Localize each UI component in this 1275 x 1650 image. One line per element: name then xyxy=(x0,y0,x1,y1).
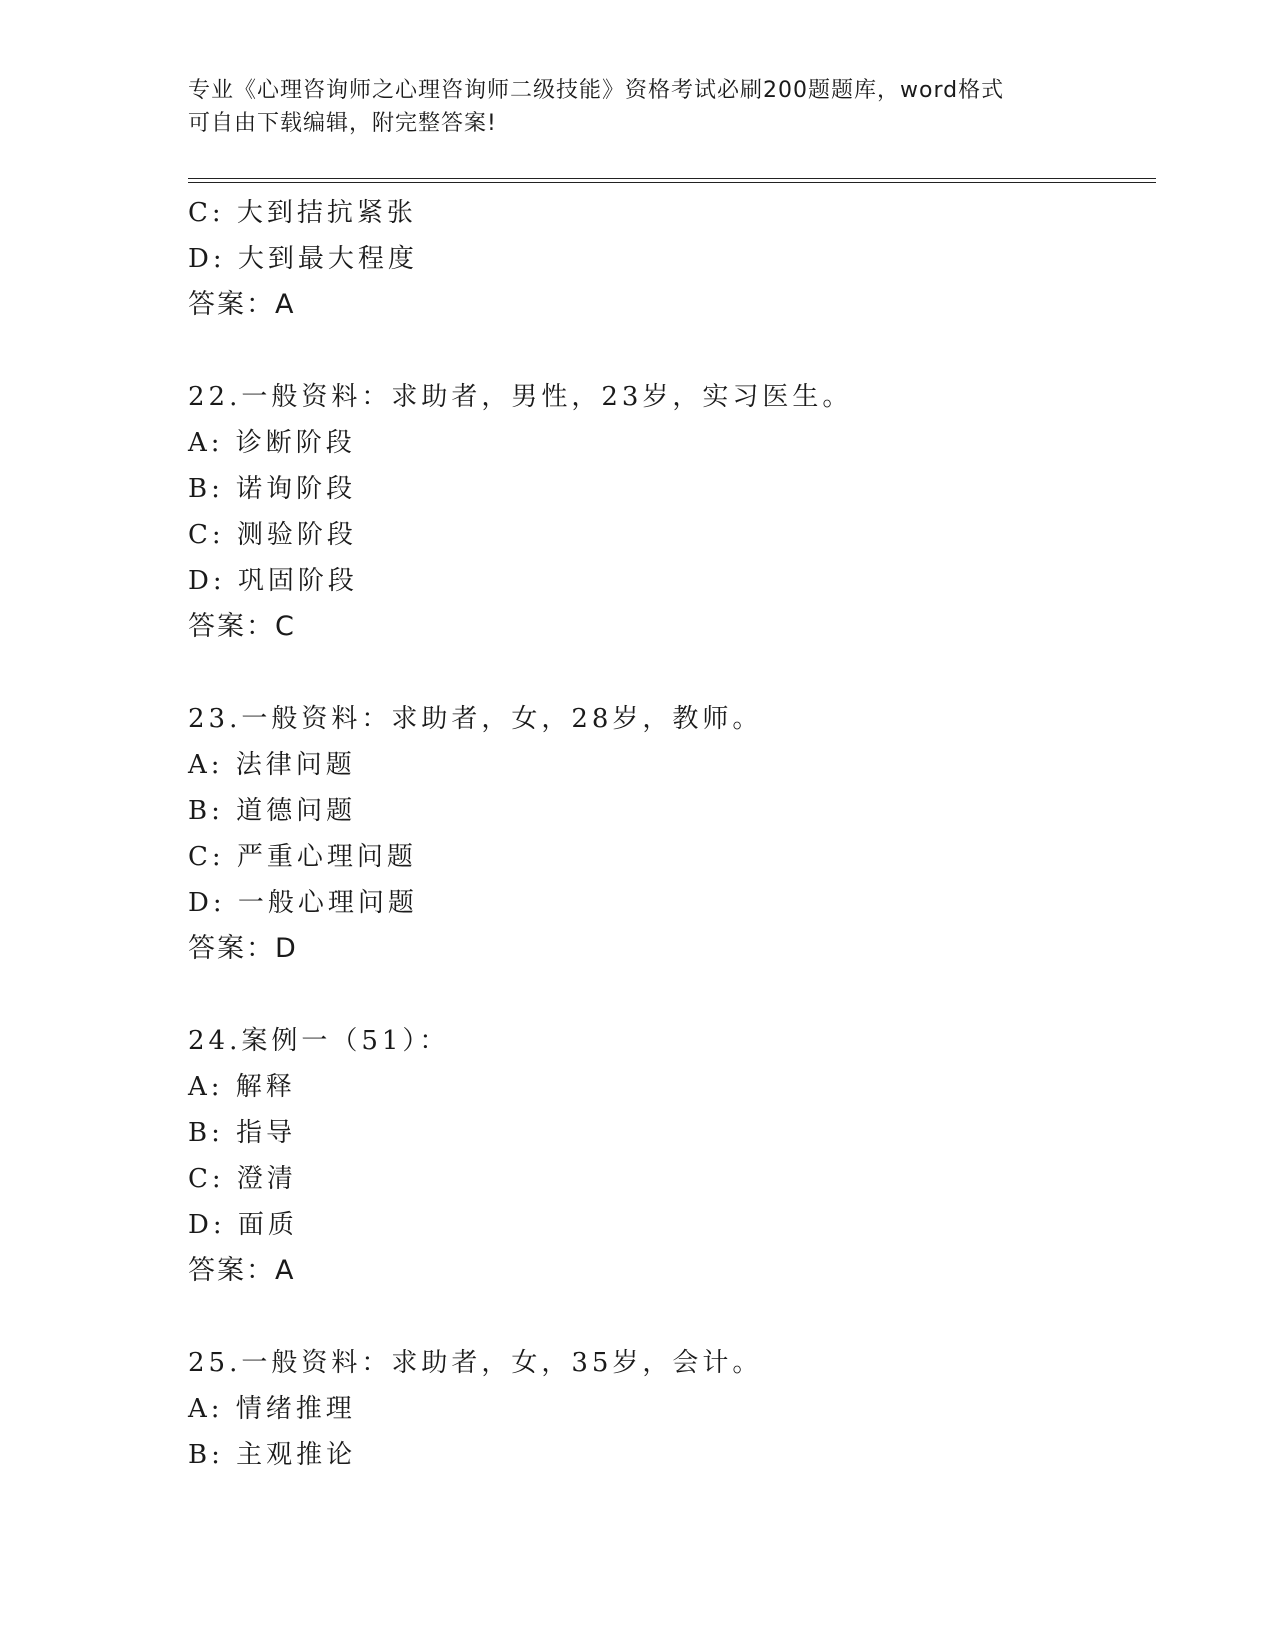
option-b: B: 指导 xyxy=(188,1118,297,1148)
question-24 xyxy=(188,1018,1156,1294)
question-title: 23.一般资料：求助者，女，28岁，教师。 xyxy=(188,704,763,734)
option-a: A: 诊断阶段 xyxy=(188,428,356,458)
option-c: C: 大到拮抗紧张 xyxy=(188,198,417,228)
spacer xyxy=(188,650,1156,696)
spacer xyxy=(188,972,1156,1018)
option-b: B: 道德问题 xyxy=(188,796,357,826)
answer-line: 答案：C xyxy=(188,611,296,642)
option-d: D: 大到最大程度 xyxy=(188,244,418,274)
option-c: C: 澄清 xyxy=(188,1164,297,1194)
option-c: C: 测验阶段 xyxy=(188,520,357,550)
option-b: B: 诺询阶段 xyxy=(188,474,357,504)
partial-question xyxy=(188,190,1156,328)
option-a: A: 法律问题 xyxy=(188,750,356,780)
header-divider xyxy=(188,178,1156,183)
option-c: C: 严重心理问题 xyxy=(188,842,417,872)
document-header xyxy=(188,74,1068,140)
question-list xyxy=(188,190,1156,1478)
question-22 xyxy=(188,374,1156,650)
option-d: D: 面质 xyxy=(188,1210,298,1240)
option-a: A: 解释 xyxy=(188,1072,296,1102)
question-23 xyxy=(188,696,1156,972)
header-line-2: 可自由下载编辑，附完整答案! xyxy=(188,111,497,136)
question-title: 22.一般资料：求助者，男性，23岁，实习医生。 xyxy=(188,382,853,412)
option-d: D: 一般心理问题 xyxy=(188,888,418,918)
question-title: 24.案例一（51）： xyxy=(188,1026,450,1056)
answer-line: 答案：A xyxy=(188,289,296,320)
spacer xyxy=(188,1294,1156,1340)
answer-line: 答案：A xyxy=(188,1255,296,1286)
header-line-1: 专业《心理咨询师之心理咨询师二级技能》资格考试必刷200题题库，word格式 xyxy=(188,78,1005,103)
option-d: D: 巩固阶段 xyxy=(188,566,358,596)
spacer xyxy=(188,328,1156,374)
option-b: B: 主观推论 xyxy=(188,1440,357,1470)
question-title: 25.一般资料：求助者，女，35岁，会计。 xyxy=(188,1348,763,1378)
question-25 xyxy=(188,1340,1156,1478)
answer-line: 答案：D xyxy=(188,933,298,964)
option-a: A: 情绪推理 xyxy=(188,1394,356,1424)
